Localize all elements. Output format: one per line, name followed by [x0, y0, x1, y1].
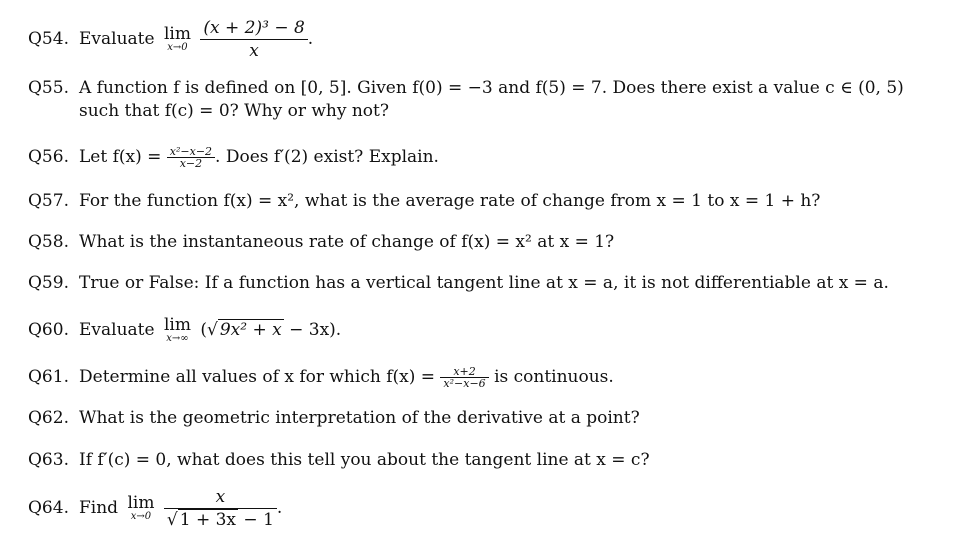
question-number: Q59. [28, 273, 69, 293]
question-text: What is the geometric interpretation of the derivative at a point? [79, 408, 640, 428]
question-58 [28, 231, 614, 253]
question-59 [28, 272, 889, 294]
question-number: Q64. [28, 498, 69, 518]
question-number: Q61. [28, 367, 69, 387]
question-number: Q58. [28, 232, 69, 252]
question-number: Q62. [28, 408, 69, 428]
question-text: Evaluate [79, 29, 155, 49]
question-54: Q54. Evaluate lim x→0 $\frac{\text{(x + 2)³ − 8}}{x}$ . [28, 14, 313, 64]
question-61: Q61. Determine all values of x for which f(x) = $\frac{x+2}{\text{x²−x−6}}$ is continuous. [28, 365, 614, 390]
question-64: Q64. Find lim x→0 $\frac{x}{√ 1 + 3x - 1}$ . [28, 483, 282, 533]
limit-operator: lim x→0 [163, 24, 191, 53]
question-57 [28, 190, 820, 212]
question-56: Q56. Let f(x) = $\frac{\text{x²−x−2}}{x-2}$ . Does f′(2) exist? Explain. [28, 145, 439, 170]
question-number: Q56. [28, 147, 69, 167]
question-text: A function f is defined on [0, 5]. Given f(0) = −3 and f(5) = 7. Does there exist a value c ∈ (0, 5) [79, 78, 904, 98]
question-text: Evaluate [79, 320, 155, 340]
question-text: Let f(x) = [79, 147, 162, 167]
limit-operator: lim x→0 [127, 493, 155, 522]
question-text: True or False: If a function has a vertical tangent line at x = a, it is not differentiable at x = a. [79, 273, 889, 293]
question-number: Q63. [28, 450, 69, 470]
question-text: For the function f(x) = x², what is the average rate of change from x = 1 to x = 1 + h? [79, 191, 821, 211]
limit-operator: lim x→∞ [163, 315, 191, 344]
radicand: 9x² + x [219, 320, 282, 340]
fraction: $\frac{x}{√ 1 + 3x - 1}$ [164, 486, 277, 531]
question-62 [28, 407, 640, 429]
question-60: Q60. Evaluate lim x→∞ (√ 9x² + x − 3x). [28, 312, 341, 348]
question-55 [28, 77, 904, 99]
question-number: Q60. [28, 320, 69, 340]
question-number: Q57. [28, 191, 69, 211]
question-text: Determine all values of x for which f(x) = [79, 367, 435, 387]
question-number: Q54. [28, 29, 69, 49]
fraction: $\frac{\text{x²−x−2}}{x-2}$ [167, 146, 215, 169]
question-55-line-2: such that f(c) = 0? Why or why not? [79, 101, 389, 121]
fraction: $\frac{x+2}{\text{x²−x−6}}$ [440, 366, 488, 389]
question-number: Q55. [28, 78, 69, 98]
question-63 [28, 449, 650, 471]
fraction: $\frac{\text{(x + 2)³ − 8}}{x}$ [200, 17, 307, 62]
question-text: What is the instantaneous rate of change of f(x) = x² at x = 1? [79, 232, 615, 252]
question-text: Find [79, 498, 119, 518]
question-text: If f′(c) = 0, what does this tell you about the tangent line at x = c? [79, 450, 650, 470]
